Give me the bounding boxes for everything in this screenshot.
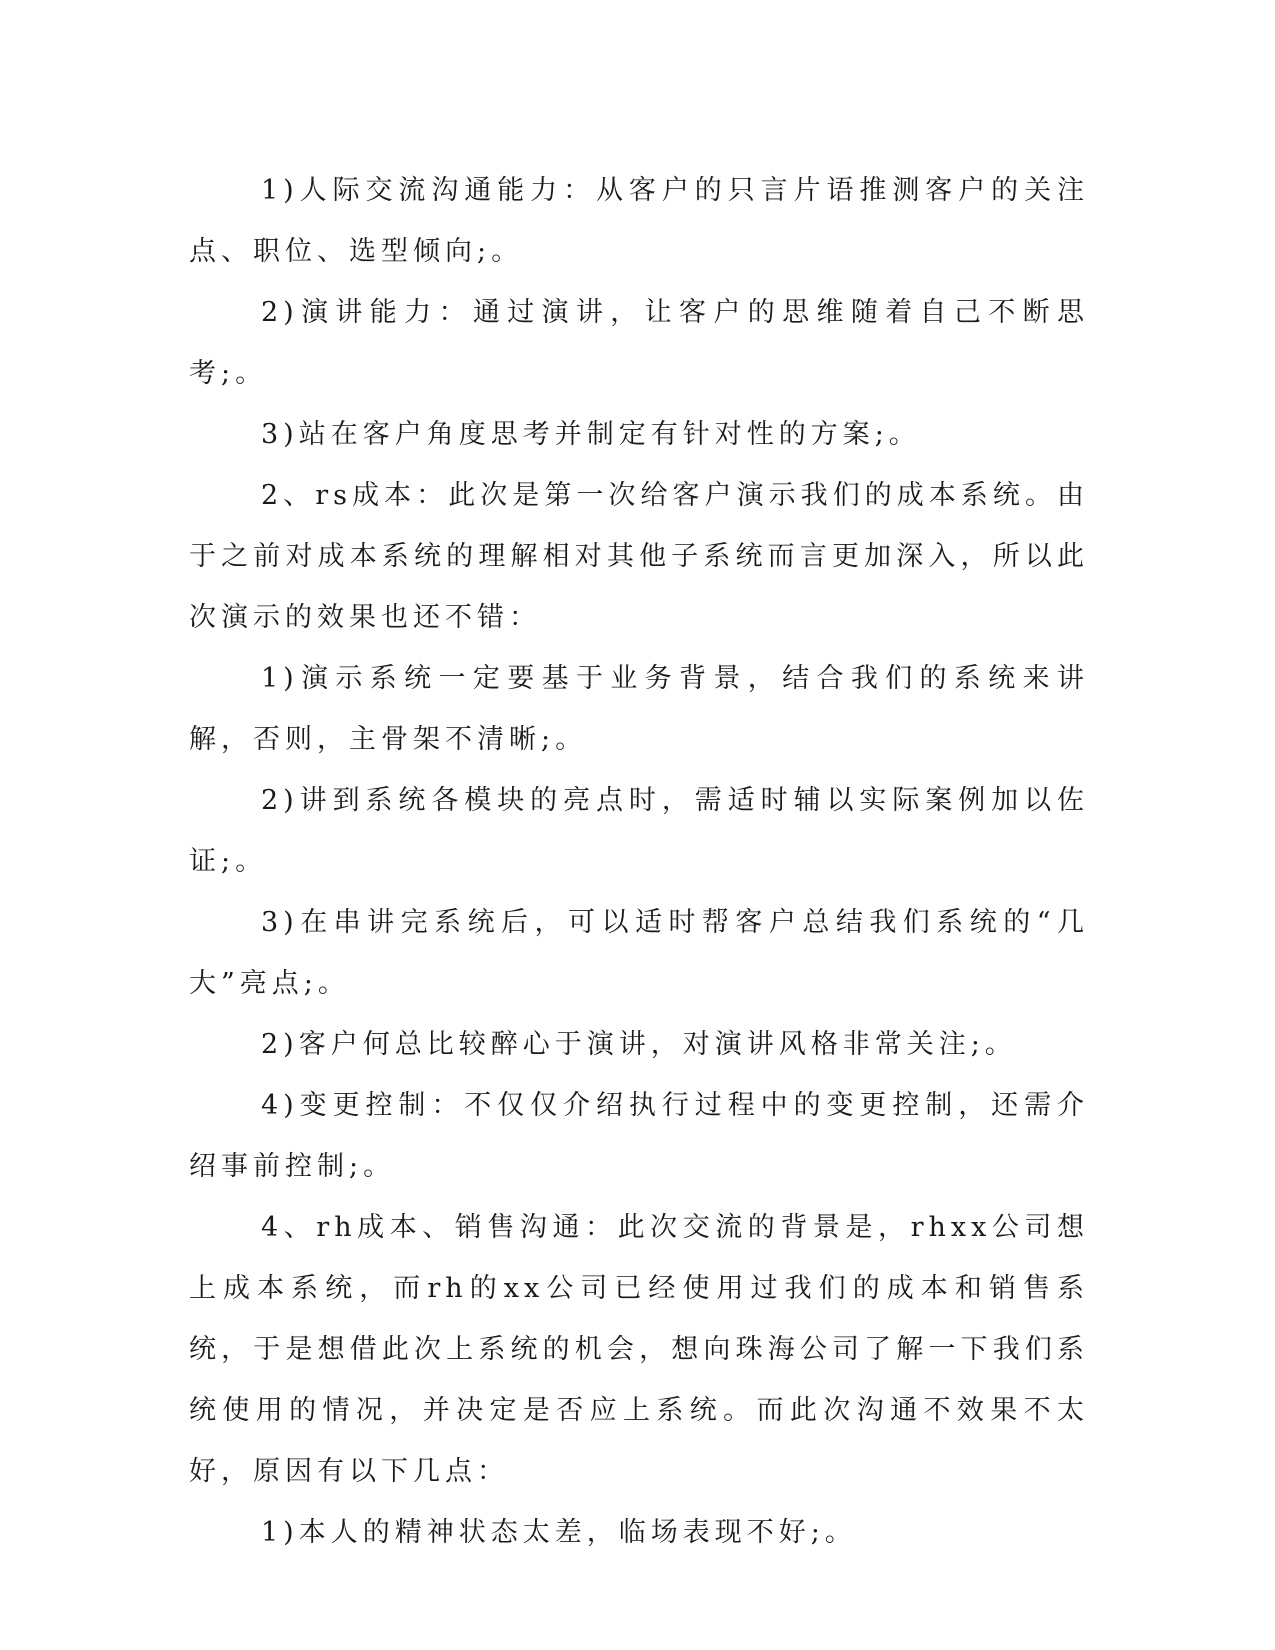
paragraph-summary-highlights: 3)在串讲完系统后，可以适时帮客户总结我们系统的“几大”亮点;。 xyxy=(189,907,1089,999)
paragraph-demo-business-background: 1)演示系统一定要基于业务背景，结合我们的系统来讲解，否则，主骨架不清晰;。 xyxy=(189,663,1089,755)
paragraph-customer-perspective: 3)站在客户角度思考并制定有针对性的方案;。 xyxy=(261,419,921,450)
paragraph-change-control: 4)变更控制：不仅仅介绍执行过程中的变更控制，还需介绍事前控制;。 xyxy=(189,1090,1089,1182)
paragraph-speech-style: 2)客户何总比较醉心于演讲，对演讲风格非常关注;。 xyxy=(261,1029,1017,1060)
paragraph-speech-ability: 2)演讲能力：通过演讲，让客户的思维随着自己不断思考;。 xyxy=(189,297,1089,389)
paragraph-rh-cost-sales: 4、rh成本、销售沟通：此次交流的背景是，rhxx公司想上成本系统，而rh的xx公司已经使用过我们的成本和销售系统，于是想借此次上系统的机会，想向珠海公司了解一下我们系统使用的情况，并决定是否应上系统。而此次沟通不效果不太好，原因有以下几点： xyxy=(189,1212,1089,1487)
paragraph-module-highlights: 2)讲到系统各模块的亮点时，需适时辅以实际案例加以佐证;。 xyxy=(189,785,1089,877)
paragraph-rs-cost: 2、rs成本：此次是第一次给客户演示我们的成本系统。由于之前对成本系统的理解相对其他子系统而言更加深入，所以此次演示的效果也还不错： xyxy=(189,480,1089,633)
paragraph-communication-ability: 1)人际交流沟通能力：从客户的只言片语推测客户的关注点、职位、选型倾向;。 xyxy=(189,175,1089,267)
document-body xyxy=(189,160,1089,1563)
paragraph-mental-state: 1)本人的精神状态太差，临场表现不好;。 xyxy=(261,1517,857,1548)
